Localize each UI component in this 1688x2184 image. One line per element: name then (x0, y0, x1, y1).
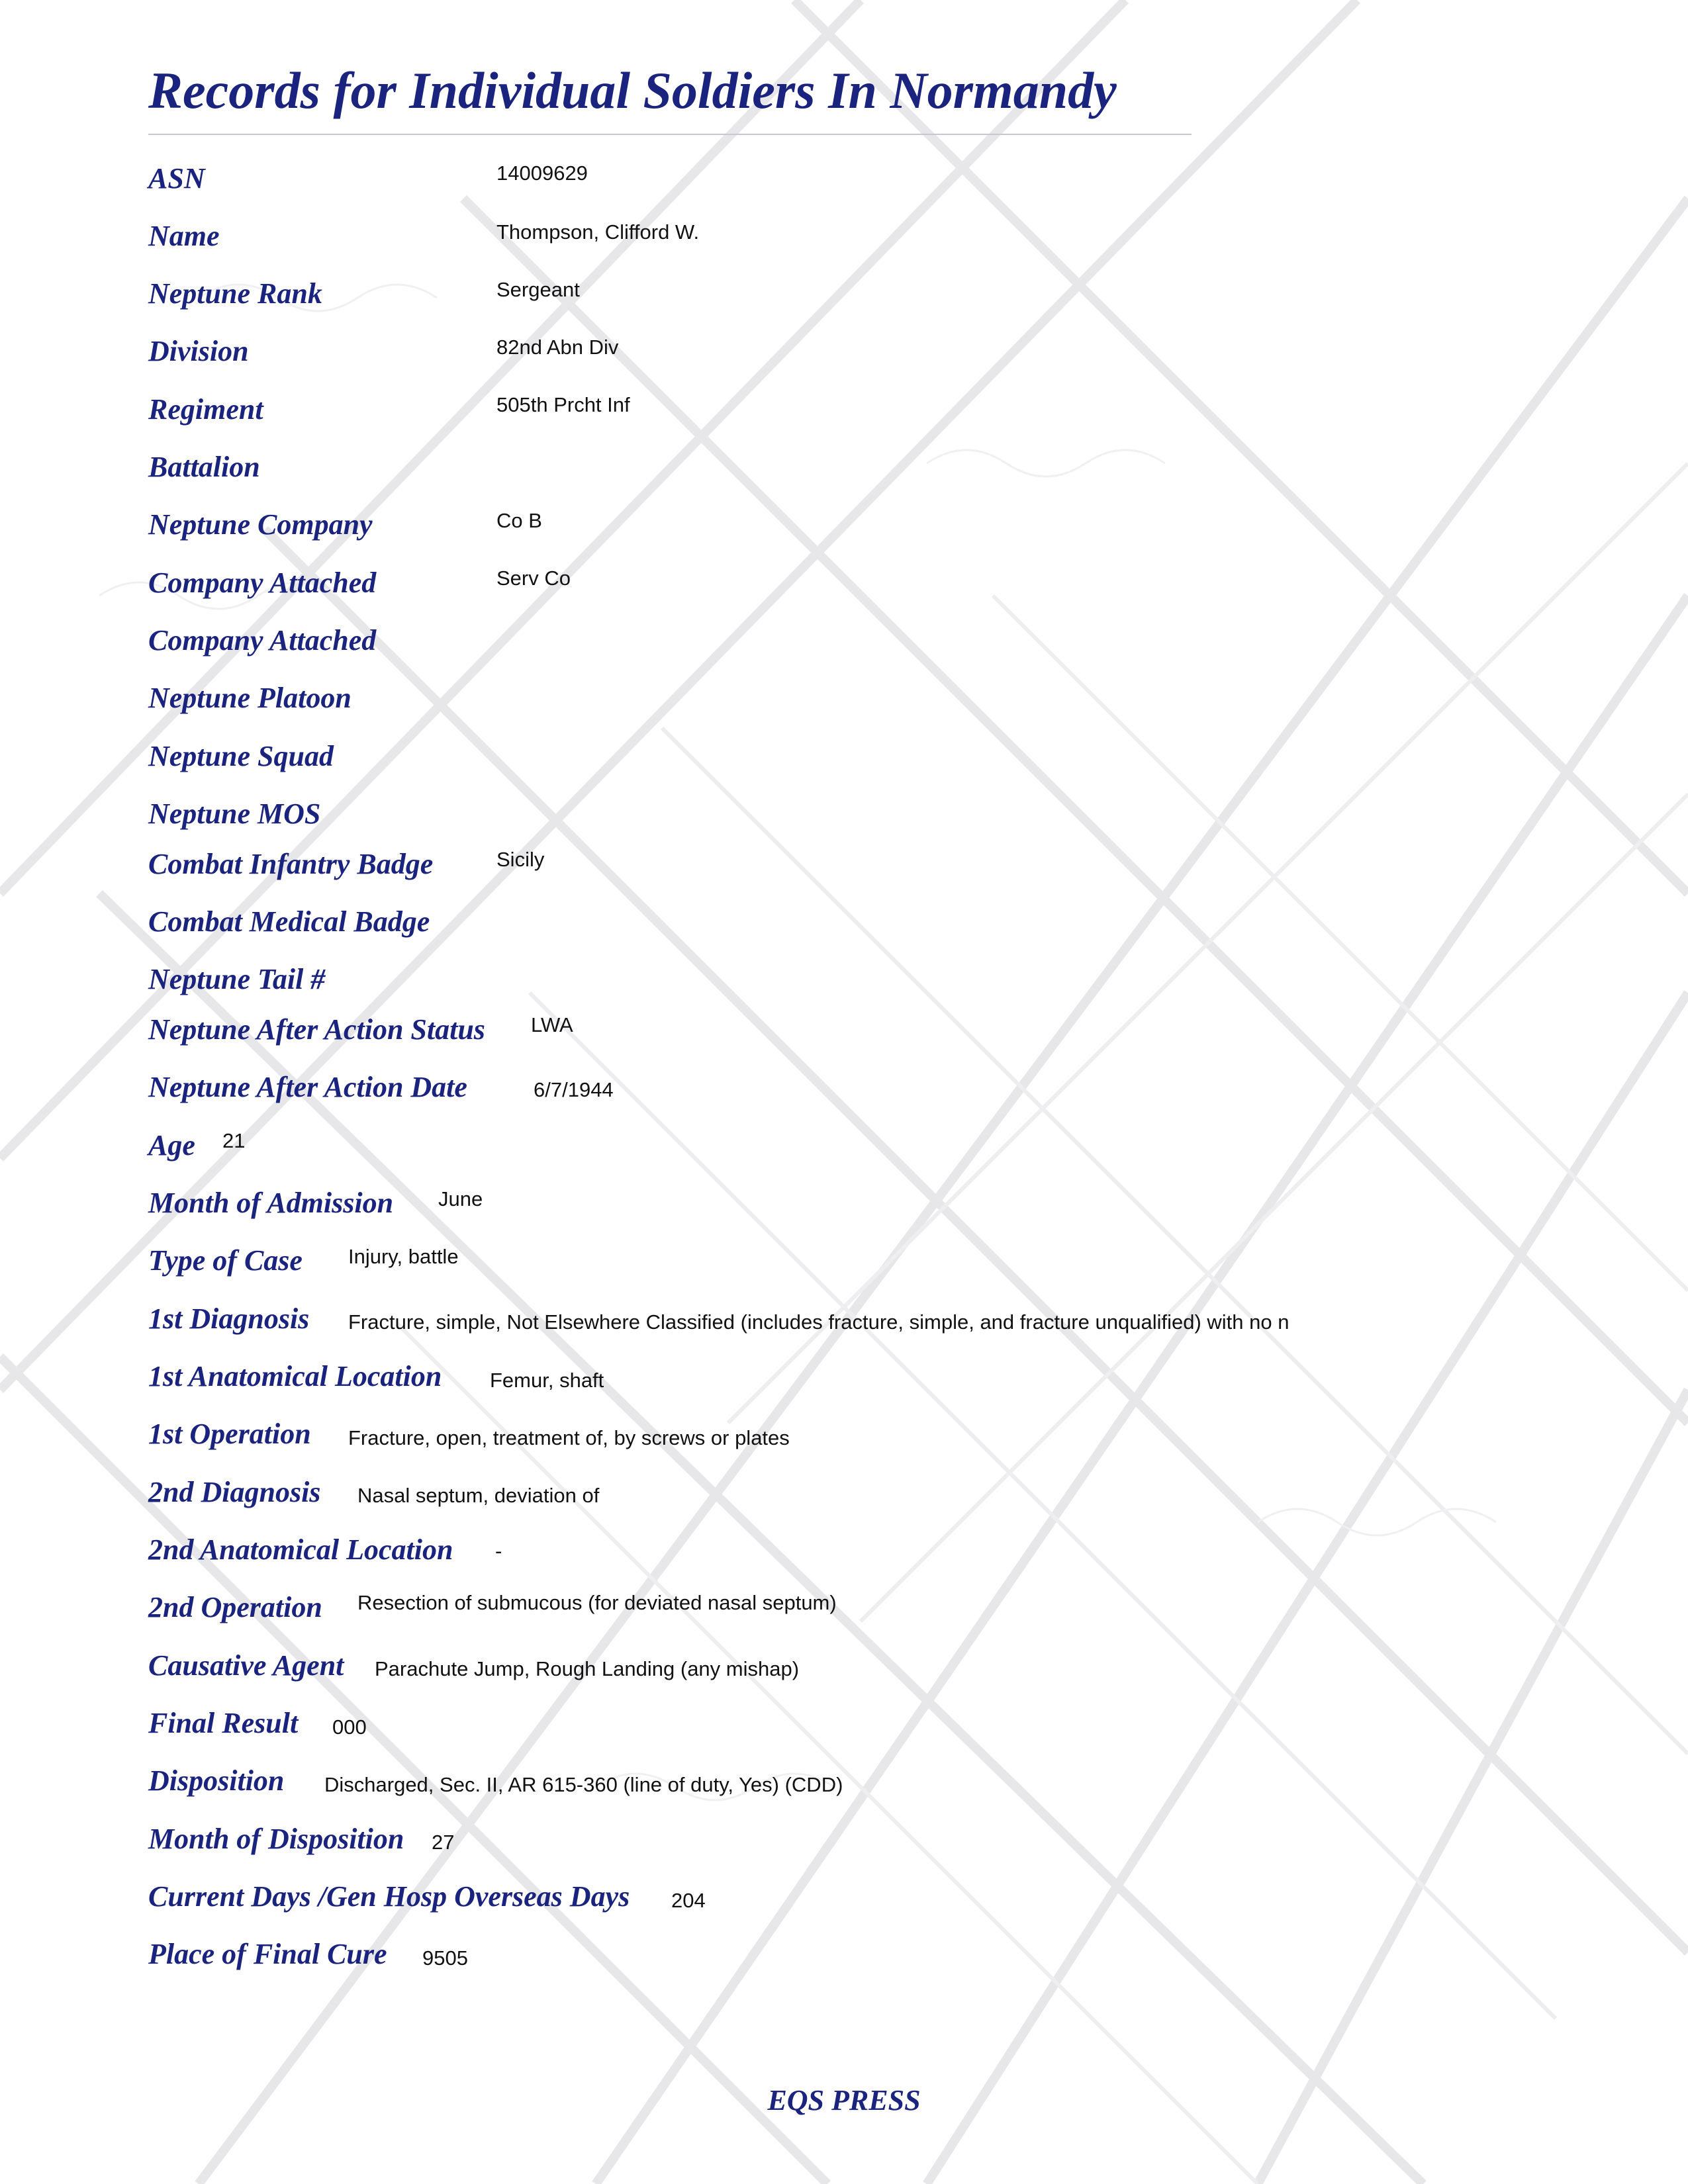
battalion-label: Battalion (148, 451, 260, 483)
type-case-label: Type of Case (148, 1244, 303, 1277)
page-title: Records for Individual Soldiers In Normandy (148, 62, 1117, 119)
place-final-cure-value: 9505 (422, 1946, 468, 1970)
company-attached-2-label: Company Attached (148, 624, 377, 657)
footer-publisher: EQS PRESS (767, 2084, 921, 2116)
platoon-label: Neptune Platoon (148, 682, 352, 714)
company-attached-value: Serv Co (496, 567, 571, 590)
operation-2-label: 2nd Operation (148, 1591, 322, 1623)
diagnosis-2-label: 2nd Diagnosis (148, 1476, 321, 1508)
causative-agent-value: Parachute Jump, Rough Landing (any mishap) (375, 1657, 800, 1680)
diagnosis-2-value: Nasal septum, deviation of (357, 1484, 600, 1507)
operation-2-value: Resection of submucous (for deviated nasal septum) (357, 1591, 837, 1614)
diagnosis-1-label: 1st Diagnosis (148, 1302, 310, 1335)
aa-status-value: LWA (531, 1013, 573, 1036)
name-value: Thompson, Clifford W. (496, 220, 700, 244)
month-disposition-value: 27 (432, 1831, 455, 1854)
month-admission-value: June (438, 1187, 483, 1210)
regiment-value: 505th Prcht Inf (496, 393, 630, 416)
cib-value: Sicily (496, 848, 545, 871)
division-value: 82nd Abn Div (496, 336, 619, 359)
title-divider (148, 134, 1192, 135)
aa-status-label: Neptune After Action Status (148, 1013, 485, 1046)
anatomical-location-1-value: Femur, shaft (490, 1369, 604, 1392)
division-label: Division (148, 335, 249, 367)
age-label: Age (148, 1129, 195, 1161)
company-label: Neptune Company (148, 508, 373, 541)
final-result-value: 000 (332, 1715, 367, 1739)
disposition-label: Disposition (148, 1764, 285, 1797)
asn-label: ASN (148, 162, 205, 195)
anatomical-location-1-label: 1st Anatomical Location (148, 1360, 442, 1392)
disposition-value: Discharged, Sec. II, AR 615-360 (line of duty, Yes) (CDD) (324, 1773, 843, 1796)
operation-1-label: 1st Operation (148, 1418, 311, 1450)
tail-label: Neptune Tail # (148, 963, 326, 995)
squad-label: Neptune Squad (148, 740, 334, 772)
aa-date-label: Neptune After Action Date (148, 1071, 467, 1103)
days-value: 204 (671, 1889, 706, 1912)
mos-label: Neptune MOS (148, 797, 321, 830)
month-admission-label: Month of Admission (148, 1187, 394, 1219)
company-attached-label: Company Attached (148, 567, 377, 599)
days-label: Current Days /Gen Hosp Overseas Days (148, 1880, 630, 1913)
anatomical-location-2-label: 2nd Anatomical Location (148, 1533, 453, 1566)
asn-value: 14009629 (496, 161, 588, 185)
causative-agent-label: Causative Agent (148, 1649, 344, 1682)
regiment-label: Regiment (148, 393, 263, 426)
name-label: Name (148, 220, 220, 252)
diagnosis-1-value: Fracture, simple, Not Elsewhere Classified (includes fracture, simple, and fracture unqualified) with no n (348, 1310, 1289, 1334)
cmb-label: Combat Medical Badge (148, 905, 430, 938)
final-result-label: Final Result (148, 1707, 299, 1739)
operation-1-value: Fracture, open, treatment of, by screws or plates (348, 1426, 790, 1449)
company-value: Co B (496, 509, 542, 532)
month-disposition-label: Month of Disposition (148, 1823, 404, 1855)
type-case-value: Injury, battle (348, 1245, 459, 1268)
age-value: 21 (222, 1129, 246, 1152)
rank-value: Sergeant (496, 278, 580, 301)
cib-label: Combat Infantry Badge (148, 848, 434, 880)
anatomical-location-2-value: - (495, 1539, 502, 1563)
aa-date-value: 6/7/1944 (534, 1078, 614, 1101)
rank-label: Neptune Rank (148, 277, 322, 310)
place-final-cure-label: Place of Final Cure (148, 1938, 387, 1970)
